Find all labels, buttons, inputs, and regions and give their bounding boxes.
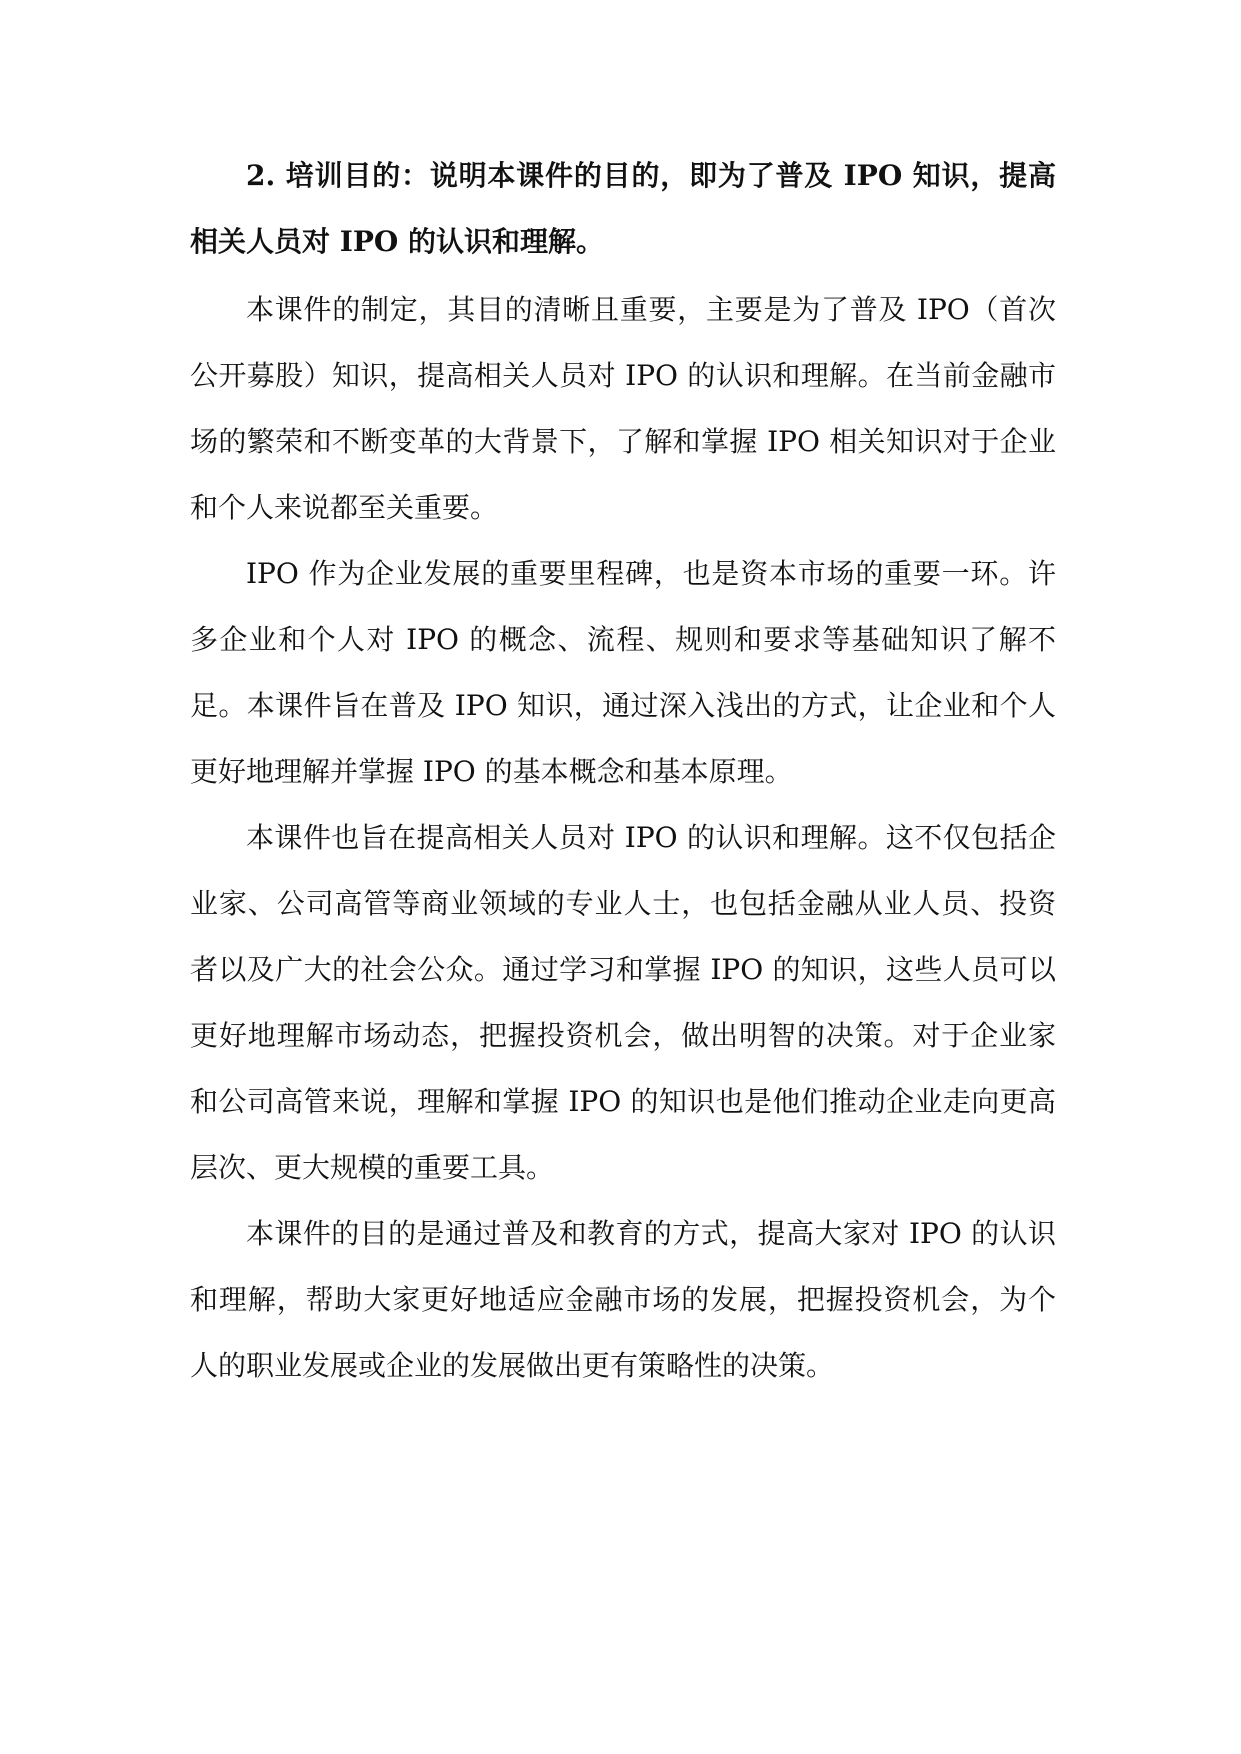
paragraph-target-audience: 本课件也旨在提高相关人员对 IPO 的认识和理解。这不仅包括企业家、公司高管等商业领域的专业人士，也包括金融从业人员、投资者以及广大的社会公众。通过学习和掌握 IPO 的知识，这些人员可以更好地理解市场动态，把握投资机会，做出明智的决策。对于企业家和公司高管来说，理解和掌握 IPO 的知识也是他们推动企业走向更高层次、更大规模的重要工具。 — [190, 821, 1056, 1184]
paragraph-ipo-importance: IPO 作为企业发展的重要里程碑，也是资本市场的重要一环。许多企业和个人对 IPO 的概念、流程、规则和要求等基础知识了解不足。本课件旨在普及 IPO 知识，通过深入浅出的方式，让企业和个人更好地理解并掌握 IPO 的基本概念和基本原理。 — [190, 557, 1056, 788]
paragraph-purpose: 本课件的制定，其目的清晰且重要，主要是为了普及 IPO（首次公开募股）知识，提高相关人员对 IPO 的认识和理解。在当前金融市场的繁荣和不断变革的大背景下，了解和掌握 IPO 相关知识对于企业和个人来说都至关重要。 — [190, 293, 1056, 524]
section-heading: 2. 培训目的：说明本课件的目的，即为了普及 IPO 知识，提高相关人员对 IPO 的认识和理解。 — [190, 159, 1056, 258]
paragraph-conclusion: 本课件的目的是通过普及和教育的方式，提高大家对 IPO 的认识和理解，帮助大家更好地适应金融市场的发展，把握投资机会，为个人的职业发展或企业的发展做出更有策略性的决策。 — [190, 1217, 1056, 1382]
document-body — [190, 143, 1056, 1399]
